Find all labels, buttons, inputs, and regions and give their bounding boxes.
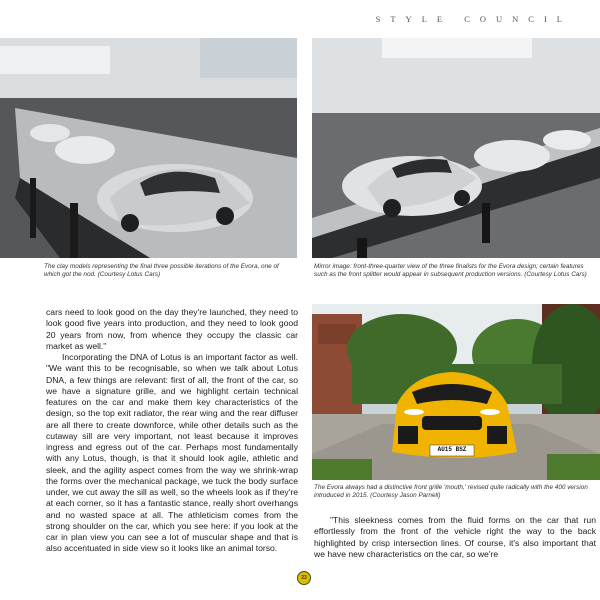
front-three-quarter-caption: Mirror image: front-three-quarter view of the three finalists for the Evora design; certain features such as the front splitter would appear in subsequent production versions. (Courtesy Lotus Cars) [314,263,587,279]
running-header: STYLE COUNCIL [375,14,572,24]
body-text-left-column [46,307,298,555]
body-paragraph: cars need to look good on the day they're launched, they need to look good five years into production, and they need to look good 20 years from now, from whence they occupy the classic car market as well." [46,307,298,351]
page-number-badge: 23 [297,571,311,585]
body-paragraph: Incorporating the DNA of Lotus is an important factor as well. "We want this to be recognisable, so when we talk about Lotus DNA, a few things are relevant: first of all, the front of the car, so we have a signature grille, and we highlight certain technical features on the car and make them key characteristics of the design, so the top exit radiator, the rear wing and the rear diffuser are all there to create downforce, while other details such as the cutaway sill are very important, not least because it improves ingress and egress out of the car. Perhaps most fundamentally with any Lotus, though, is that it should look agile, athletic and sleek, and the agility aspect comes from the way we shrink-wrap the forms over the mechanical package, we tuck the body surface under, we cut away the sill as well, so the wheels look as if they're at each corner, so it has a fantastic stance, really short overhangs and no wasted space at all. The athleticism comes from the strong shoulder on the car, which you see here: if you look at the car in plan view you can see a lot of muscular shape and that is also accentuated in side view so it looks like an animal torso. [46,352,298,554]
front-three-quarter-photo [312,38,600,258]
number-plate: AU15 BSZ [437,446,467,453]
yellow-evora-photo [312,304,600,480]
clay-models-caption: The clay models representing the final three possible iterations of the Evora, one of which got the nod. (Courtesy Lotus Cars) [44,263,279,279]
clay-models-photo [0,38,297,258]
body-text-right-column [314,515,596,560]
yellow-evora-caption: The Evora always had a distinctive front grille 'mouth,' revised quite radically with the 400 version introduced in 2015. (Courtesy Jason Parnell) [314,484,588,500]
body-paragraph: "This sleekness comes from the fluid forms on the car that run effortlessly from the front of the vehicle right the way to the back highlighted by crisp intersection lines. Of course, it's also important that we have new characteristics on the car, so we're [314,515,596,559]
